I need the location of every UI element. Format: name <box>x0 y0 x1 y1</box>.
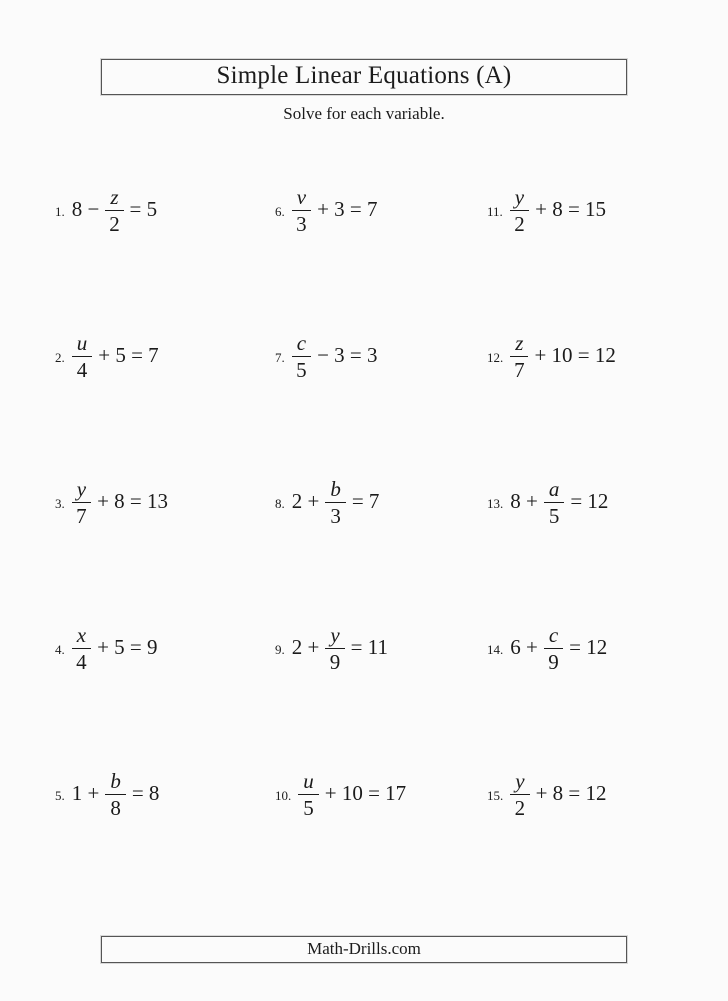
page-title: Simple Linear Equations (A) <box>216 62 512 89</box>
fraction-numerator: y <box>325 625 344 649</box>
fraction-numerator: c <box>544 625 563 649</box>
fraction-denominator: 9 <box>548 650 559 674</box>
problem-item-13 <box>487 479 708 527</box>
fraction <box>510 333 528 381</box>
fraction-numerator: x <box>72 625 91 649</box>
fraction-numerator: b <box>325 479 346 503</box>
equation-post: + 10 = 17 <box>324 780 407 805</box>
problem-number: 13. <box>487 495 504 511</box>
problem-number: 5. <box>55 787 65 803</box>
problem-item-15 <box>487 771 708 819</box>
problems-grid <box>55 138 708 868</box>
fraction <box>325 479 346 527</box>
problem-number: 3. <box>55 495 65 511</box>
fraction-numerator: y <box>510 771 529 795</box>
problem-item-2 <box>55 333 275 381</box>
problem-item-3 <box>55 479 275 527</box>
fraction-numerator: u <box>72 333 93 357</box>
fraction <box>72 625 91 673</box>
equation-post: = 8 <box>131 780 160 805</box>
fraction-numerator: u <box>298 771 319 795</box>
fraction <box>105 187 123 235</box>
problem-number: 12. <box>487 349 504 365</box>
equation-pre: 8 + <box>510 488 538 513</box>
problem-item-6 <box>275 187 487 235</box>
fraction <box>298 771 319 819</box>
problem-number: 14. <box>487 641 504 657</box>
problem-number: 10. <box>275 787 292 803</box>
fraction-denominator: 5 <box>303 796 314 820</box>
instructions: Solve for each variable. <box>283 104 445 123</box>
equation-post: + 8 = 12 <box>535 780 607 805</box>
fraction-numerator: a <box>544 479 565 503</box>
problem-item-1 <box>55 187 275 235</box>
equation-post: = 11 <box>350 634 388 659</box>
fraction-denominator: 9 <box>329 650 341 674</box>
equation-post: + 5 = 9 <box>97 634 158 659</box>
problem-item-12 <box>487 333 708 381</box>
fraction-numerator: z <box>105 187 123 211</box>
problem-number: 6. <box>275 203 285 219</box>
equation-post: = 12 <box>570 488 609 513</box>
problem-item-14 <box>487 625 708 673</box>
fraction <box>510 771 529 819</box>
equation-pre: 2 + <box>291 634 320 659</box>
problem-item-11 <box>487 187 708 235</box>
equation-post: = 7 <box>351 488 380 513</box>
equation-post: + 3 = 7 <box>317 196 378 221</box>
fraction <box>325 625 344 673</box>
equation-post: + 8 = 15 <box>535 196 607 221</box>
problem-item-4 <box>55 625 275 673</box>
fraction <box>72 479 91 527</box>
fraction <box>544 479 565 527</box>
problem-item-9 <box>275 625 487 673</box>
equation-post: + 5 = 7 <box>98 342 159 367</box>
equation-post: + 8 = 13 <box>97 488 169 513</box>
equation-post: − 3 = 3 <box>317 342 378 367</box>
fraction-numerator: z <box>510 333 528 357</box>
fraction-numerator: y <box>72 479 91 503</box>
fraction-denominator: 4 <box>76 358 88 382</box>
equation-pre: 2 + <box>291 488 320 513</box>
fraction-denominator: 4 <box>76 650 87 674</box>
fraction <box>510 187 529 235</box>
problem-item-5 <box>55 771 275 819</box>
fraction-denominator: 2 <box>109 212 120 236</box>
fraction <box>72 333 93 381</box>
equation-pre: 8 − <box>71 196 100 221</box>
fraction-denominator: 2 <box>514 212 525 236</box>
equation-post: + 10 = 12 <box>534 342 616 367</box>
equation-post: = 5 <box>129 196 158 221</box>
problem-number: 9. <box>275 641 285 657</box>
problem-item-10 <box>275 771 487 819</box>
fraction <box>292 187 311 235</box>
fraction-denominator: 7 <box>514 358 525 382</box>
fraction-denominator: 8 <box>110 796 121 820</box>
equation-pre: 1 + <box>71 780 100 805</box>
problem-item-7 <box>275 333 487 381</box>
fraction-numerator: v <box>292 187 311 211</box>
fraction-denominator: 2 <box>514 796 526 820</box>
fraction-denominator: 3 <box>330 504 341 528</box>
problem-item-8 <box>275 479 487 527</box>
problem-number: 1. <box>55 203 65 219</box>
problem-number: 4. <box>55 641 65 657</box>
fraction <box>105 771 126 819</box>
equation-post: = 12 <box>569 634 608 659</box>
fraction <box>544 625 563 673</box>
fraction <box>292 333 311 381</box>
fraction-denominator: 5 <box>548 504 560 528</box>
problem-number: 7. <box>275 349 285 365</box>
equation-pre: 6 + <box>510 634 538 659</box>
worksheet-title-box <box>101 59 627 95</box>
footer-brand: Math-Drills.com <box>101 936 627 963</box>
fraction-denominator: 3 <box>296 212 307 236</box>
problem-number: 8. <box>275 495 285 511</box>
fraction-denominator: 5 <box>296 358 307 382</box>
problem-number: 11. <box>487 203 503 219</box>
problem-number: 15. <box>487 787 504 803</box>
fraction-numerator: b <box>105 771 126 795</box>
problem-number: 2. <box>55 349 65 365</box>
fraction-numerator: y <box>510 187 529 211</box>
fraction-numerator: c <box>292 333 311 357</box>
fraction-denominator: 7 <box>76 504 87 528</box>
